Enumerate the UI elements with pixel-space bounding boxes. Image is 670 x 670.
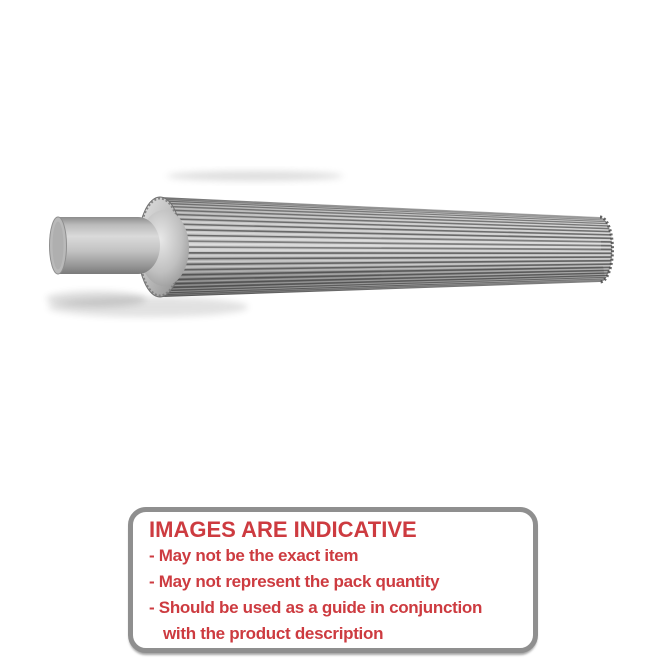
shaft-end-face-inner bbox=[53, 222, 64, 270]
notice-line-pack-quantity: - May not represent the pack quantity bbox=[149, 572, 440, 591]
shaft-surface bbox=[58, 217, 160, 274]
reflection-smudge bbox=[167, 171, 343, 181]
notice-line-guide: - Should be used as a guide in conjunction bbox=[149, 598, 483, 617]
pulley-body bbox=[160, 197, 612, 297]
rib-line bbox=[181, 255, 612, 256]
indicative-notice-box bbox=[128, 507, 538, 653]
notice-title: IMAGES ARE INDICATIVE bbox=[149, 517, 417, 542]
shadow-shaft bbox=[46, 291, 146, 307]
pilot-shaft bbox=[50, 217, 161, 274]
notice-line-exact-item: - May not be the exact item bbox=[149, 546, 359, 565]
notice-line-guide-continued: with the product description bbox=[163, 624, 384, 643]
